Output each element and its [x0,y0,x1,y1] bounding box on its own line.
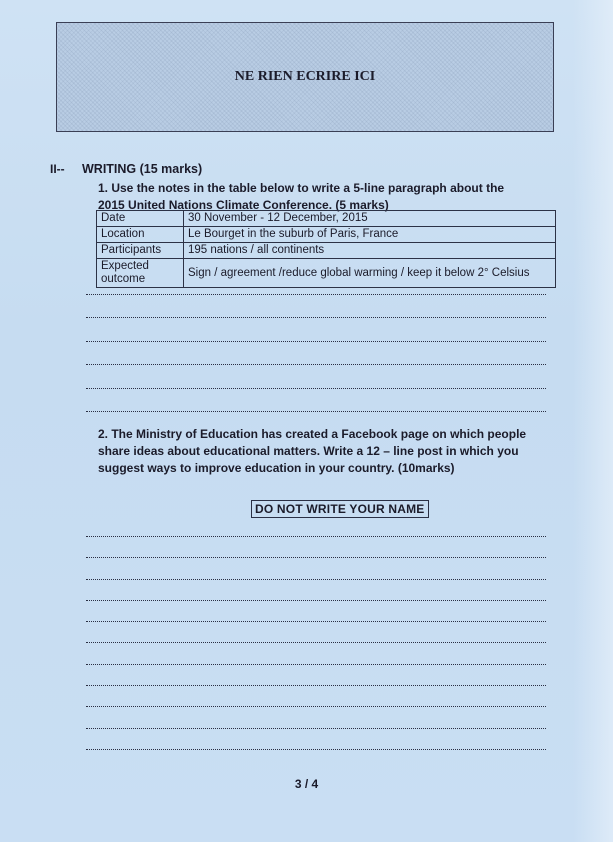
table-row [97,259,556,288]
notes-table [96,210,556,288]
table-value: Sign / agreement /reduce global warming / keep it below 2° Celsius [184,259,556,288]
table-row [97,211,556,227]
answer-line[interactable] [86,411,546,412]
answer-line[interactable] [86,341,546,342]
section-number: II-- [50,162,65,176]
answer-line[interactable] [86,728,546,729]
answer-line[interactable] [86,642,546,643]
answer-line[interactable] [86,317,546,318]
answer-line[interactable] [86,579,546,580]
answer-line[interactable] [86,536,546,537]
do-not-write-box [56,22,554,132]
answer-line[interactable] [86,557,546,558]
answer-line[interactable] [86,600,546,601]
question-1-text: 1. Use the notes in the table below to write a 5-line paragraph about the 2015 United Nations Climate Conference. (5 marks) [98,181,505,212]
answer-line[interactable] [86,664,546,665]
answer-line[interactable] [86,621,546,622]
table-value: Le Bourget in the suburb of Paris, France [184,227,556,243]
answer-line[interactable] [86,706,546,707]
table-key: Date [97,211,184,227]
table-key: Participants [97,243,184,259]
table-key: Location [97,227,184,243]
question-2-text: 2. The Ministry of Education has created a Facebook page on which people share ideas about educational matters. Write a 12 – line post in which you suggest ways to improve education in your country. (10marks) [98,427,527,475]
answer-line[interactable] [86,749,546,750]
answer-lines-1 [86,294,546,434]
answer-lines-2 [86,536,546,770]
table-value: 30 November - 12 December, 2015 [184,211,556,227]
page-number: 3 / 4 [294,777,319,791]
table-row [97,227,556,243]
table-value: 195 nations / all continents [184,243,556,259]
answer-line[interactable] [86,364,546,365]
table-row [97,243,556,259]
answer-line[interactable] [86,388,546,389]
do-not-write-name-notice: DO NOT WRITE YOUR NAME [251,500,429,518]
section-title: WRITING (15 marks) [82,162,203,176]
answer-line[interactable] [86,294,546,295]
header-title: NE RIEN ECRIRE ICI [234,69,376,84]
table-key: Expected outcome [97,259,184,288]
answer-line[interactable] [86,685,546,686]
